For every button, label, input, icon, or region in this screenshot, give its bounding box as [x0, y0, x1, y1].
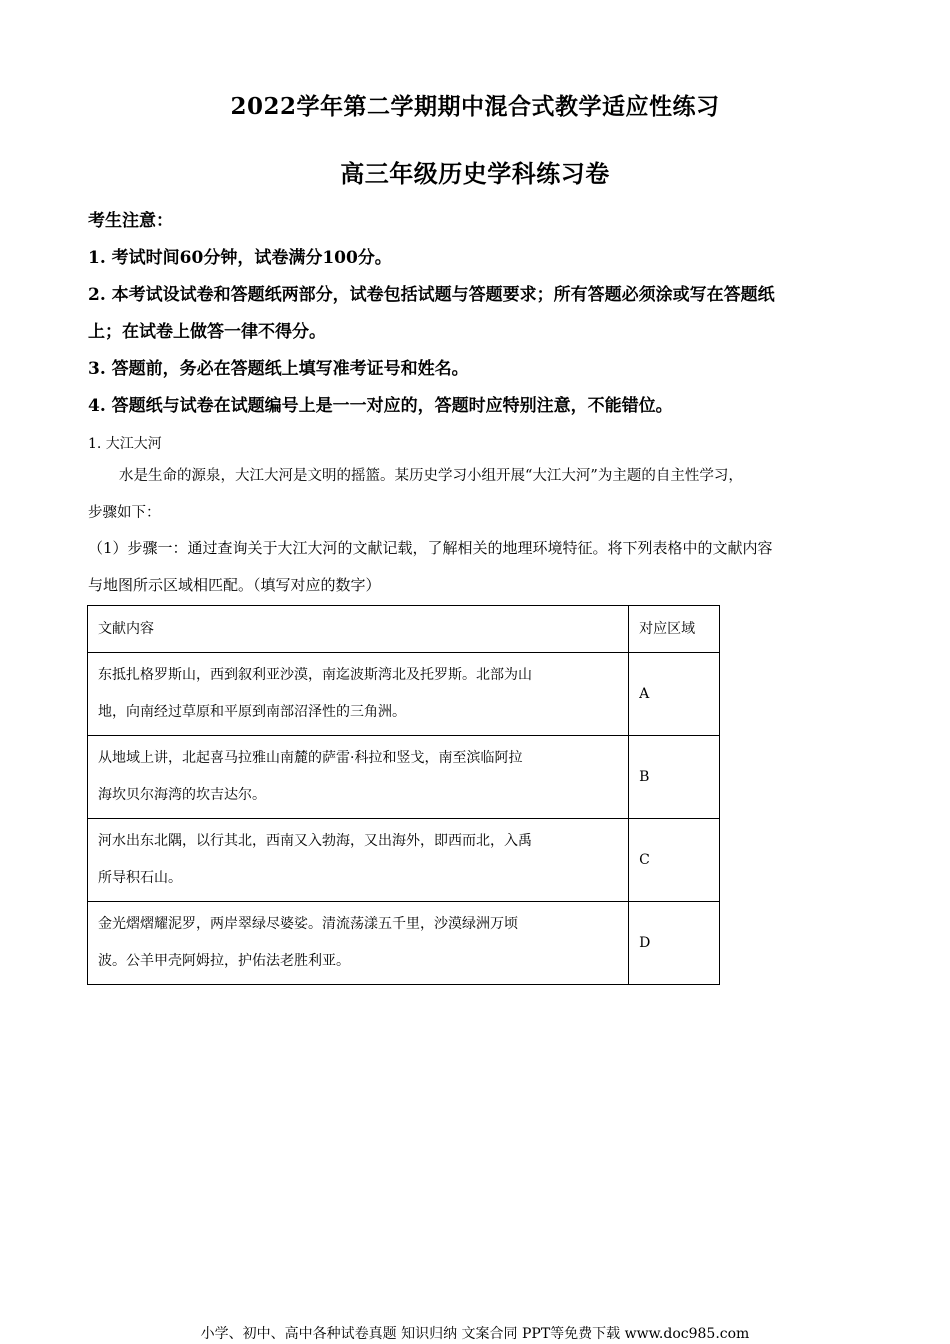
notice-item: 2. 本考试设试卷和答题纸两部分，试卷包括试题与答题要求；所有答题必须涂或写在答题纸 [88, 285, 775, 305]
notice-item: 上；在试卷上做答一律不得分。 [88, 322, 326, 342]
page-title: 2022学年第二学期期中混合式教学适应性练习 [230, 93, 720, 120]
table-row [88, 653, 720, 736]
page-subtitle: 高三年级历史学科练习卷 [340, 159, 610, 188]
step-line: （1）步骤一：通过查询关于大江大河的文献记载，了解相关的地理环境特征。将下列表格中的文献内容 [88, 539, 773, 557]
document-text-line: 波。公羊甲壳阿姆拉，护佑法老胜利亚。 [98, 953, 350, 969]
region-cell: D [629, 902, 720, 985]
document-text-line: 地，向南经过草原和平原到南部沼泽性的三角洲。 [98, 704, 406, 720]
column-header-content: 文献内容 [88, 606, 629, 653]
notice-heading: 考生注意： [88, 211, 173, 231]
intro-line: 步骤如下： [88, 505, 161, 521]
region-cell: B [629, 736, 720, 819]
notice-section [88, 203, 868, 425]
question-title: 1. 大江大河 [88, 436, 162, 452]
notice-item: 1. 考试时间60分钟，试卷满分100分。 [88, 248, 392, 268]
table-header-row [88, 606, 720, 653]
table-row [88, 902, 720, 985]
document-text-cell [88, 902, 629, 985]
document-text-line: 海坎贝尔海湾的坎吉达尔。 [98, 787, 266, 803]
step-one-instruction [88, 530, 863, 604]
document-text-cell [88, 653, 629, 736]
document-text-line: 河水出东北隅，以行其北，西南又入勃海，又出海外，即西而北，入禹 [98, 833, 532, 849]
page-footer: 小学、初中、高中各种试卷真题 知识归纳 文案合同 PPT等免费下载 www.doc985.com [200, 1326, 750, 1342]
column-header-region: 对应区域 [629, 606, 720, 653]
document-text-line: 从地域上讲，北起喜马拉雅山南麓的萨雷·科拉和竖戈，南至滨临阿拉 [98, 750, 523, 766]
notice-item: 4. 答题纸与试卷在试题编号上是一一对应的，答题时应特别注意，不能错位。 [88, 396, 673, 416]
region-cell: A [629, 653, 720, 736]
region-cell: C [629, 819, 720, 902]
document-text-cell [88, 736, 629, 819]
step-line: 与地图所示区域相匹配。（填写对应的数字） [88, 576, 381, 594]
document-match-table [87, 605, 720, 985]
document-text-line: 金光熠熠耀泥罗，两岸翠绿尽婆娑。清流荡漾五千里，沙漠绿洲万顷 [98, 916, 518, 932]
question-intro [88, 458, 863, 532]
table-row [88, 736, 720, 819]
document-text-line: 所导积石山。 [98, 870, 182, 886]
table-row [88, 819, 720, 902]
document-text-cell [88, 819, 629, 902]
notice-item: 3. 答题前，务必在答题纸上填写准考证号和姓名。 [88, 359, 469, 379]
intro-line: 水是生命的源泉，大江大河是文明的摇篮。某历史学习小组开展“大江大河”为主题的自主性学习， [119, 468, 743, 484]
document-text-line: 东抵扎格罗斯山，西到叙利亚沙漠，南迄波斯湾北及托罗斯。北部为山 [98, 667, 532, 683]
